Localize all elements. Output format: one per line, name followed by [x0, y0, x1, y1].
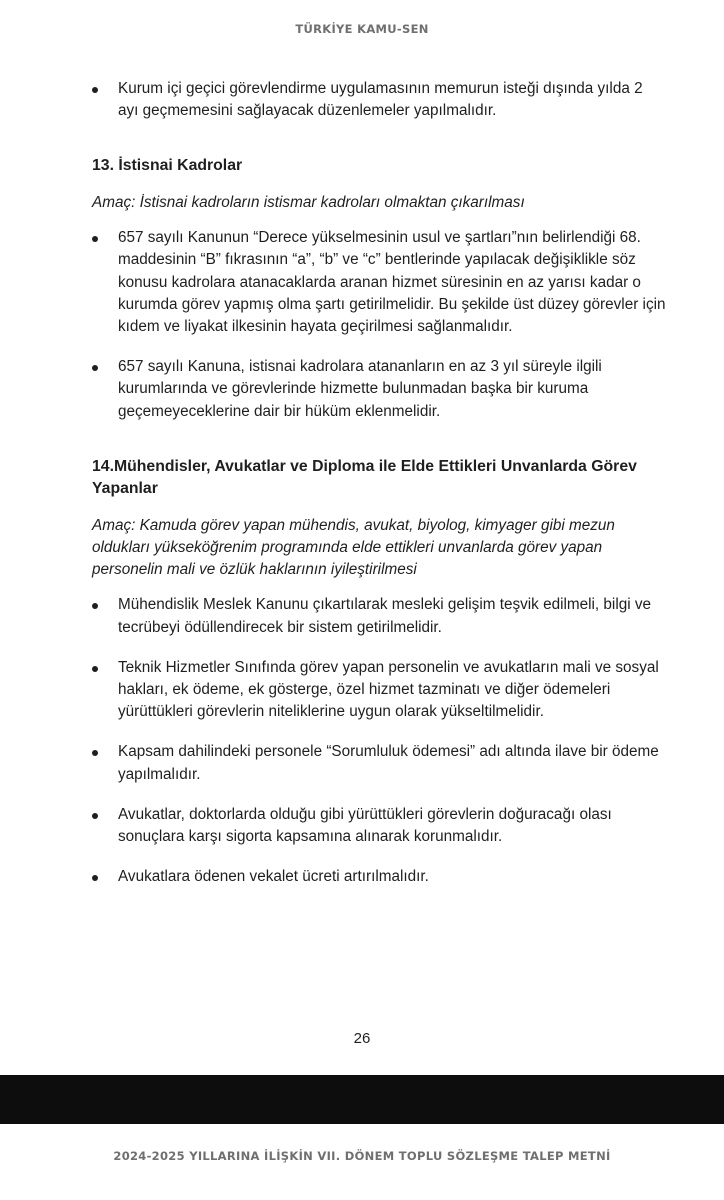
bullet-icon — [92, 750, 98, 756]
list-item — [92, 657, 667, 724]
section-13-bullet-list — [92, 227, 667, 423]
bullet-icon — [92, 666, 98, 672]
list-item-text: Kurum içi geçici görevlendirme uygulamasının memurun isteği dışında yılda 2 ayı geçmemesini sağlayacak düzenlemeler yapılmalıdır. — [118, 80, 643, 120]
bullet-icon — [92, 365, 98, 371]
running-footer: 2024-2025 YILLARINA İLİŞKİN VII. DÖNEM TOPLU SÖZLEŞME TALEP METNİ — [113, 1149, 611, 1163]
section-14-heading: 14.Mühendisler, Avukatlar ve Diploma ile Elde Ettikleri Unvanlarda Görev Yapanlar — [92, 457, 637, 498]
section-14-bullet-list — [92, 594, 667, 888]
list-item — [92, 356, 667, 423]
bullet-icon — [92, 813, 98, 819]
list-item — [92, 741, 667, 785]
list-item-text: Avukatlar, doktorlarda olduğu gibi yürüttükleri görevlerin doğuracağı olası sonuçlara karşı sigorta kapsamına alınarak korunmalıdır. — [118, 805, 612, 845]
page-content — [92, 78, 667, 888]
section-13-heading: 13. İstisnai Kadrolar — [92, 157, 243, 175]
list-item-text: Teknik Hizmetler Sınıfında görev yapan personelin ve avukatların mali ve sosyal hakları, ek ödeme, ek gösterge, özel hizmet tazminatı ve diğer ödemeleri yürüttükleri görevlerin niteliklerine uygun olarak yükseltilmelidir. — [118, 658, 659, 721]
bullet-icon — [92, 875, 98, 881]
page-number: 26 — [353, 1030, 371, 1047]
list-item-text: Avukatlara ödenen vekalet ücreti artırılmalıdır. — [118, 868, 429, 886]
bullet-icon — [92, 236, 98, 242]
list-item — [92, 594, 667, 638]
list-item — [92, 227, 667, 338]
section-13-aim: Amaç: İstisnai kadroların istismar kadroları olmaktan çıkarılması — [92, 193, 525, 211]
bullet-icon — [92, 87, 98, 93]
bullet-icon — [92, 603, 98, 609]
list-item — [92, 804, 667, 848]
intro-bullet-list — [92, 78, 667, 122]
list-item-text: 657 sayılı Kanuna, istisnai kadrolara atananların en az 3 yıl süreyle ilgili kurumlarında ve görevlerinde hizmette bulunmadan başka bir kuruma geçemeyeceklerine dair bir hüküm eklenmelidir. — [118, 358, 602, 420]
list-item-text: Mühendislik Meslek Kanunu çıkartılarak mesleki gelişim teşvik edilmeli, bilgi ve tecrübeyi ödüllendirecek bir sistem getirilmelidir. — [118, 596, 652, 636]
running-header: TÜRKİYE KAMU-SEN — [295, 22, 429, 36]
list-item — [92, 78, 667, 122]
footer-bar — [0, 1075, 724, 1124]
section-14-aim: Amaç: Kamuda görev yapan mühendis, avukat, biyolog, kimyager gibi mezun oldukları yükseköğrenim programında elde ettikleri unvanlarda görev yapan personelin mali ve özlük haklarının iyileştirilmesi — [92, 516, 615, 579]
list-item — [92, 866, 667, 888]
list-item-text: Kapsam dahilindeki personele “Sorumluluk ödemesi” adı altında ilave bir ödeme yapılmalıdır. — [118, 743, 659, 783]
list-item-text: 657 sayılı Kanunun “Derece yükselmesinin usul ve şartları”nın belirlendiği 68. maddesinin “B” fıkrasının “a”, “b” ve “c” bentlerinde yapılacak değişiklikle söz konusu kadrolara atanacaklarda aranan hizmet süresinin en az yarısı kadar o kurumda görev yapmış olma şartı getirilmelidir. Bu şekilde üst düzey görevler için kıdem ve liyakat ilkesinin hayata geçirilmesi sağlanmalıdır. — [118, 229, 666, 335]
